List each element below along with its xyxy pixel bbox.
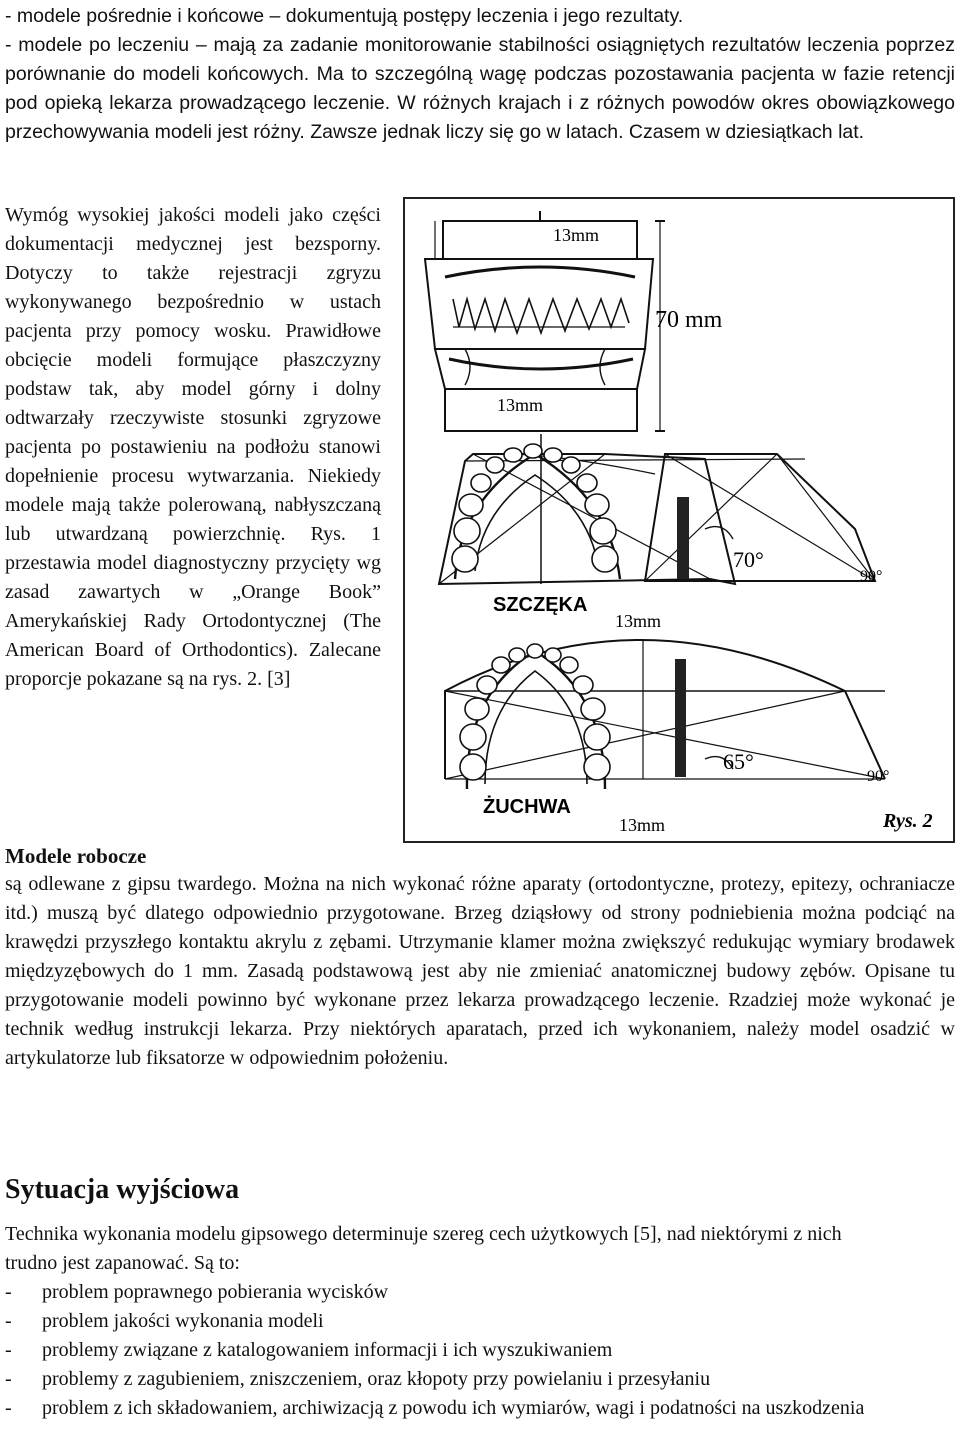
list-dash: - (5, 1339, 12, 1361)
list-item (5, 1307, 955, 1336)
label-szczeka: SZCZĘKA (493, 594, 588, 616)
list-dash: - (5, 1368, 12, 1390)
list-dash: - (5, 1310, 12, 1332)
list-dash: - (5, 1397, 12, 1419)
list-item (5, 1365, 955, 1394)
label-zuchwa: ŻUCHWA (483, 796, 571, 818)
situation-section (5, 1172, 955, 1423)
angle-70: 70° (733, 547, 764, 572)
label-13mm-top: 13mm (553, 225, 600, 245)
list-item-text: problemy związane z katalogowaniem informacji i ich wyszukiwaniem (42, 1339, 613, 1361)
list-dash: - (5, 1281, 12, 1303)
list-item-text: problem poprawnego pobierania wycisków (42, 1281, 389, 1303)
angle-65: 65° (723, 749, 754, 774)
working-models-section (5, 842, 955, 1073)
list-item-text: problem z ich składowaniem, archiwizacją z powodu ich wymiarów, wagi i podatności na uszkodzenia (42, 1397, 865, 1419)
angle-90-lower: 90° (867, 768, 890, 785)
quality-paragraph: Wymóg wysokiej jakości modeli jako części dokumentacji medycznej jest bezsporny. Dotyczy to także rejestracji zgryzu wykonywanego bezpośrednio w ustach pacjenta przy pomocy wosku. Prawidłowe obcięcie modeli formujące płaszczyzny podstaw tak, aby model górny i dolny odtwarzały rzeczywiste stosunki zgryzowe pacjenta po postawieniu na podłożu stanowi dopełnienie procesu wytwarzania. Niekiedy modele mają także polerowaną, nabłyszczaną lub utwardzaną powierzchnię. Rys. 1 przestawia model diagnostyczny przycięty wg zasad zawartych w „Orange Book” Amerykańskiej Rady Ortodontycznej (The American Board of Orthodontics). Zalecane proporcje pokazane są na rys. 2. [3] (5, 204, 381, 690)
working-models-heading: Modele robocze (5, 844, 147, 868)
figure-drawing (405, 199, 957, 845)
list-item (5, 1336, 955, 1365)
list-item (5, 1278, 955, 1307)
list-item-text: problem jakości wykonania modeli (42, 1310, 324, 1332)
label-13mm-mandible: 13mm (619, 815, 666, 835)
intro-line-2: - modele po leczeniu – mają za zadanie monitorowanie stabilności osiągniętych rezultatów leczenia poprzez porównanie do modeli końcowych. Ma to szczególną wagę podczas pozostawania pacjenta w fazie retencji pod opieką lekarza prowadzącego leczenie. W różnych krajach i z różnych powodów okres obowiązkowego przechowywania modeli jest różny. Zawsze jednak liczy się go w latach. Czasem w dziesiątkach lat. (5, 34, 955, 143)
problem-list (5, 1278, 955, 1423)
working-models-text: są odlewane z gipsu twardego. Można na nich wykonać różne aparaty (ortodontyczne, protezy, epitezy, ochraniacze itd.) muszą być dlatego odpowiednio przygotowane. Brzeg dziąsłowy od strony podniebienia można podciąć na krawędzi przyszłego kontaktu akrylu z zębami. Utrzymanie klamer można zwiększyć redukując wymiary brodawek międzyzębowych do 1 mm. Zasadą podstawową jest aby nie zmieniać anatomicznej budowy zębów. Opisane tu przygotowanie modeli powinno być wykonane przez lekarza prowadzącego leczenie. Rzadziej może wykonać je technik według instrukcji lekarza. Przy niektórych aparatach, przed ich wykonaniem, należy model osadzić w artykulatorze lub fiksatorze w odpowiednim położeniu. (5, 873, 955, 1069)
intro-line-1: - modele pośrednie i końcowe – dokumentują postępy leczenia i jego rezultaty. (5, 5, 684, 27)
model-side-view (425, 211, 665, 431)
intro-section (5, 2, 955, 147)
label-70mm: 70 mm (655, 307, 723, 333)
figure-caption: Rys. 2 (883, 810, 933, 832)
situation-intro: Technika wykonania modelu gipsowego determinuje szereg cech użytkowych [5], nad niektórymi z nich trudno jest zapanować. Są to: (5, 1223, 842, 1274)
situation-heading: Sytuacja wyjściowa (5, 1174, 240, 1205)
list-item-text: problemy z zagubieniem, zniszczeniem, oraz kłopoty przy powielaniu i przesyłaniu (42, 1368, 711, 1390)
label-13mm-mid: 13mm (497, 395, 544, 415)
list-item (5, 1394, 955, 1423)
angle-90-upper: 90° (860, 568, 883, 585)
label-13mm-maxilla: 13mm (615, 611, 662, 631)
maxilla-teeth (452, 444, 620, 579)
mandible-teeth (460, 644, 610, 789)
figure-rys-2 (403, 197, 955, 843)
